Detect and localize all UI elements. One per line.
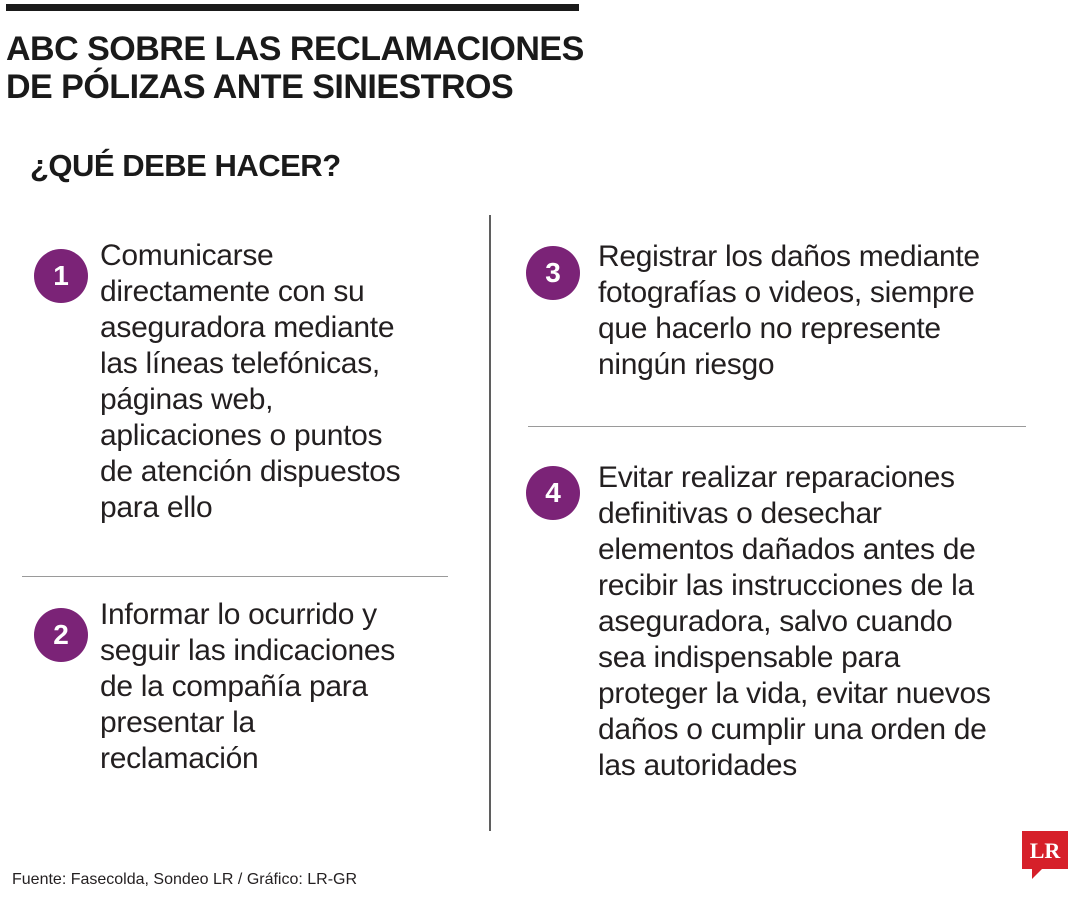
step-text-line: para ello <box>100 491 213 524</box>
step-text-line: Informar lo ocurrido y <box>100 598 377 631</box>
step-text <box>598 460 991 784</box>
step-number-badge: 3 <box>526 246 580 300</box>
title-line: ABC SOBRE LAS RECLAMACIONES <box>6 30 584 68</box>
step-text-line: aplicaciones o puntos <box>100 419 383 452</box>
step-text <box>100 238 400 526</box>
step-text-line: ningún riesgo <box>598 348 775 381</box>
column-divider <box>489 215 491 831</box>
step-text-line: sea indispensable para <box>598 641 900 674</box>
step-number-badge: 2 <box>34 608 88 662</box>
step-text-line: Evitar realizar reparaciones <box>598 461 955 494</box>
step-text-line: proteger la vida, evitar nuevos <box>598 677 991 710</box>
step-text-line: elementos dañados antes de <box>598 533 976 566</box>
step-text-line: de atención dispuestos <box>100 455 401 488</box>
step-text-line: daños o cumplir una orden de <box>598 713 987 746</box>
step-text <box>598 239 980 383</box>
lr-logo <box>1022 831 1068 879</box>
step-text-line: aseguradora, salvo cuando <box>598 605 953 638</box>
logo-text: LR <box>1029 838 1061 863</box>
source-credit: Fuente: Fasecolda, Sondeo LR / Gráfico: LR-GR <box>12 871 358 888</box>
row-divider-left <box>22 576 448 577</box>
step-text-line: definitivas o desechar <box>598 497 882 530</box>
step-text-line: seguir las indicaciones <box>100 634 395 667</box>
step-text-line: aseguradora mediante <box>100 311 395 344</box>
step-text-line: Comunicarse <box>100 239 274 272</box>
title-line: DE PÓLIZAS ANTE SINIESTROS <box>6 68 514 106</box>
step-text-line: páginas web, <box>100 383 274 416</box>
step-text-line: directamente con su <box>100 275 365 308</box>
step-text-line: presentar la <box>100 706 255 739</box>
row-divider-right <box>528 426 1026 427</box>
step-text-line: fotografías o videos, siempre <box>598 276 975 309</box>
step-text-line: de la compañía para <box>100 670 368 703</box>
step-text-line: las autoridades <box>598 749 797 782</box>
section-subtitle: ¿QUÉ DEBE HACER? <box>30 148 341 183</box>
step-text <box>100 597 395 777</box>
top-rule <box>6 4 579 11</box>
step-text-line: que hacerlo no represente <box>598 312 941 345</box>
step-text-line: recibir las instrucciones de la <box>598 569 974 602</box>
page-title <box>6 30 646 106</box>
step-number-badge: 4 <box>526 466 580 520</box>
step-text-line: las líneas telefónicas, <box>100 347 380 380</box>
step-text-line: Registrar los daños mediante <box>598 240 980 273</box>
step-text-line: reclamación <box>100 742 259 775</box>
step-number-badge: 1 <box>34 249 88 303</box>
